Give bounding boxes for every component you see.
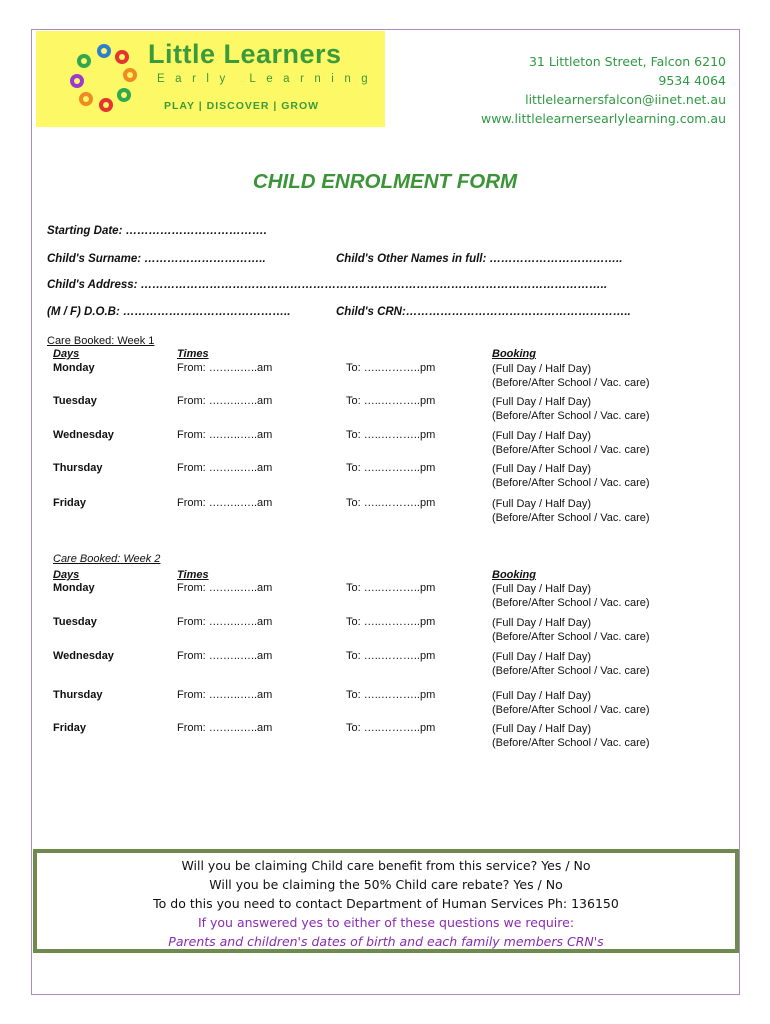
- week1-row: [0, 429, 770, 459]
- to-time-field[interactable]: To: …..………..pm: [346, 362, 436, 374]
- to-time-field[interactable]: To: …..………..pm: [346, 689, 436, 701]
- contact-address: 31 Littleton Street, Falcon 6210: [528, 54, 726, 69]
- from-time-field[interactable]: From: ….…..…..am: [177, 582, 273, 594]
- from-time-field[interactable]: From: ….…..…..am: [177, 689, 273, 701]
- week1-row: [0, 395, 770, 425]
- booking-options[interactable]: [492, 429, 650, 457]
- from-time-field[interactable]: From: ….…..…..am: [177, 722, 273, 734]
- logo-banner: [36, 31, 385, 127]
- childcare-benefit-notice: [33, 849, 739, 953]
- booking-day-type: (Full Day / Half Day): [492, 690, 592, 702]
- contact-email: littlelearnersfalcon@iinet.net.au: [525, 92, 726, 107]
- from-time-field[interactable]: From: ….…..…..am: [177, 462, 273, 474]
- booking-day-type: (Full Day / Half Day): [492, 498, 592, 510]
- week2-row: [0, 689, 770, 719]
- booking-day-type: (Full Day / Half Day): [492, 651, 592, 663]
- booking-day-type: (Full Day / Half Day): [492, 617, 592, 629]
- booking-day-type: (Full Day / Half Day): [492, 463, 592, 475]
- contact-website: www.littlelearnersearlylearning.com.au: [481, 111, 726, 126]
- week2-row: [0, 582, 770, 612]
- day-label: Thursday: [53, 689, 103, 701]
- day-label: Monday: [53, 362, 95, 374]
- week1-days-header: Days: [53, 348, 80, 360]
- day-label: Friday: [53, 722, 87, 734]
- day-label: Wednesday: [53, 429, 114, 441]
- booking-care-type: (Before/After School / Vac. care): [492, 410, 650, 422]
- dob-field[interactable]: (M / F) D.O.B: ……………………………………..: [47, 306, 291, 318]
- week2-row: [0, 650, 770, 680]
- booking-options[interactable]: [492, 582, 650, 610]
- day-label: Tuesday: [53, 395, 97, 407]
- booking-options[interactable]: [492, 395, 650, 423]
- booking-options[interactable]: [492, 650, 650, 678]
- booking-day-type: (Full Day / Half Day): [492, 723, 592, 735]
- logo-title: Little Learners: [148, 39, 342, 69]
- from-time-field[interactable]: From: ….…..…..am: [177, 616, 273, 628]
- day-label: Thursday: [53, 462, 103, 474]
- day-label: Tuesday: [53, 616, 97, 628]
- booking-options[interactable]: [492, 722, 650, 750]
- week1-row: [0, 362, 770, 392]
- to-time-field[interactable]: To: …..………..pm: [346, 429, 436, 441]
- requirement-note: If you answered yes to either of these questions we require:: [197, 915, 575, 930]
- logo-subtitle: Early Learning: [157, 73, 379, 85]
- booking-options[interactable]: [492, 689, 650, 717]
- week2-booking-header: Booking: [492, 569, 536, 581]
- booking-care-type: (Before/After School / Vac. care): [492, 444, 650, 456]
- booking-options[interactable]: [492, 497, 650, 525]
- crn-field[interactable]: Child's CRN:…………………………………………………..: [336, 306, 631, 318]
- week1-row: [0, 497, 770, 527]
- from-time-field[interactable]: From: ….…..…..am: [177, 650, 273, 662]
- booking-care-type: (Before/After School / Vac. care): [492, 704, 650, 716]
- booking-care-type: (Before/After School / Vac. care): [492, 737, 650, 749]
- day-label: Monday: [53, 582, 95, 594]
- hands-circle-icon: [66, 41, 142, 117]
- from-time-field[interactable]: From: ….…..…..am: [177, 497, 273, 509]
- to-time-field[interactable]: To: …..………..pm: [346, 462, 436, 474]
- day-label: Friday: [53, 497, 87, 509]
- from-time-field[interactable]: From: ….…..…..am: [177, 362, 273, 374]
- day-label: Wednesday: [53, 650, 114, 662]
- booking-care-type: (Before/After School / Vac. care): [492, 477, 650, 489]
- week1-row: [0, 462, 770, 492]
- week1-booking-header: Booking: [492, 348, 536, 360]
- from-time-field[interactable]: From: ….…..…..am: [177, 429, 273, 441]
- week2-days-header: Days: [53, 569, 80, 581]
- booking-day-type: (Full Day / Half Day): [492, 396, 592, 408]
- surname-field[interactable]: Child's Surname: …………………………..: [47, 253, 266, 265]
- week2-times-header: Times: [177, 569, 209, 581]
- to-time-field[interactable]: To: …..………..pm: [346, 722, 436, 734]
- to-time-field[interactable]: To: …..………..pm: [346, 582, 436, 594]
- booking-options[interactable]: [492, 462, 650, 490]
- logo-tagline: PLAY | DISCOVER | GROW: [164, 100, 320, 112]
- to-time-field[interactable]: To: …..………..pm: [346, 616, 436, 628]
- booking-care-type: (Before/After School / Vac. care): [492, 665, 650, 677]
- week2-row: [0, 616, 770, 646]
- booking-care-type: (Before/After School / Vac. care): [492, 377, 650, 389]
- contact-dhs-note: To do this you need to contact Department of Human Services Ph: 136150: [153, 896, 619, 911]
- booking-care-type: (Before/After School / Vac. care): [492, 631, 650, 643]
- to-time-field[interactable]: To: …..………..pm: [346, 650, 436, 662]
- to-time-field[interactable]: To: …..………..pm: [346, 497, 436, 509]
- booking-day-type: (Full Day / Half Day): [492, 430, 592, 442]
- booking-care-type: (Before/After School / Vac. care): [492, 512, 650, 524]
- week2-title: Care Booked: Week 2: [53, 553, 161, 565]
- requirement-detail: Parents and children's dates of birth and each family members CRN's: [168, 934, 604, 949]
- contact-block: [481, 52, 726, 128]
- week2-row: [0, 722, 770, 752]
- booking-options[interactable]: [492, 362, 650, 390]
- booking-options[interactable]: [492, 616, 650, 644]
- booking-care-type: (Before/After School / Vac. care): [492, 597, 650, 609]
- other-names-field[interactable]: Child's Other Names in full: ……………………………..: [336, 253, 623, 265]
- booking-day-type: (Full Day / Half Day): [492, 583, 592, 595]
- week1-times-header: Times: [177, 348, 209, 360]
- to-time-field[interactable]: To: …..………..pm: [346, 395, 436, 407]
- address-field[interactable]: Child's Address: …………………………………………………………………………………………………………..: [47, 279, 608, 291]
- benefit-question[interactable]: Will you be claiming Child care benefit from this service? Yes / No: [181, 858, 591, 873]
- contact-phone: 9534 4064: [658, 73, 726, 88]
- form-title: CHILD ENROLMENT FORM: [252, 170, 518, 193]
- from-time-field[interactable]: From: ….…..…..am: [177, 395, 273, 407]
- week1-title: Care Booked: Week 1: [47, 335, 155, 347]
- starting-date-field[interactable]: Starting Date: ……………………………….: [47, 225, 267, 237]
- booking-day-type: (Full Day / Half Day): [492, 363, 592, 375]
- rebate-question[interactable]: Will you be claiming the 50% Child care rebate? Yes / No: [209, 877, 563, 892]
